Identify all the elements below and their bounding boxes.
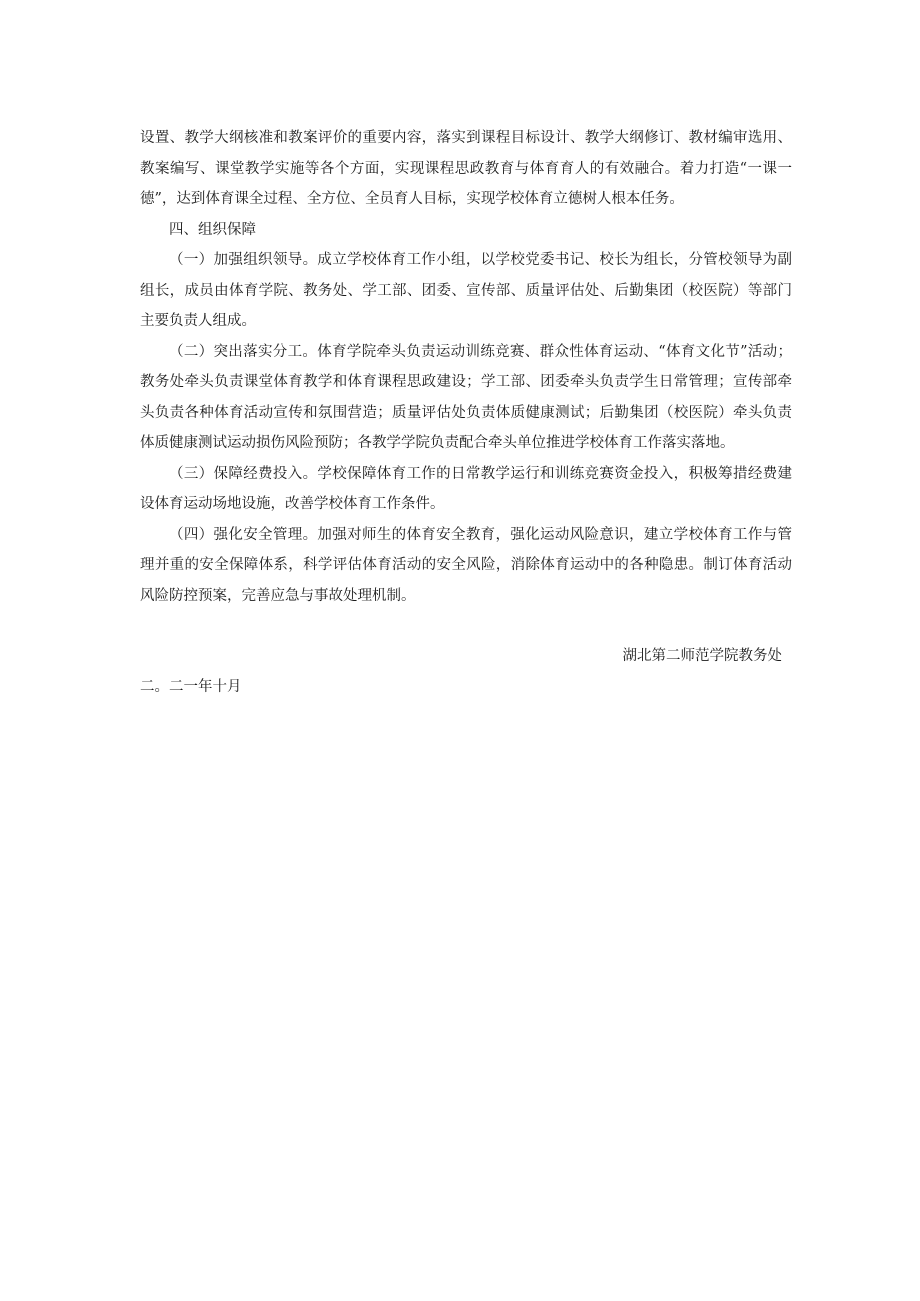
item-paragraph-4: （四）强化安全管理。加强对师生的体育安全教育，强化运动风险意识，建立学校体育工作与管理并重的安全保障体系，科学评估体育活动的安全风险，消除体育运动中的各种隐患。制订体育活动风险防控预案，完善应急与事故处理机制。 <box>140 526 792 604</box>
item-paragraph-2: （二）突出落实分工。体育学院牵头负责运动训练竞赛、群众性体育运动、“体育文化节”活动；教务处牵头负责课堂体育教学和体育课程思政建设；学工部、团委牵头负责学生日常管理；宣传部牵头负责各种体育活动宣传和氛围营造；质量评估处负责体质健康测试；后勤集团（校医院）牵头负责体质健康测试运动损伤风险预防；各教学学院负责配合牵头单位推进学校体育工作落实落地。 <box>140 343 792 451</box>
item-paragraph-3: （三）保障经费投入。学校保障体育工作的日常教学运行和训练竞赛资金投入，积极筹措经费建设体育运动场地设施，改善学校体育工作条件。 <box>140 465 792 512</box>
item-paragraph-1: （一）加强组织领导。成立学校体育工作小组，以学校党委书记、校长为组长，分管校领导为副组长，成员由体育学院、教务处、学工部、团委、宣传部、质量评估处、后勤集团（校医院）等部门主要负责人组成。 <box>140 252 792 329</box>
signature: 湖北第二师范学院教务处 <box>622 648 782 664</box>
date: 二。二一年十月 <box>140 678 242 695</box>
document-body <box>140 123 792 702</box>
intro-paragraph: 设置、教学大纲核准和教案评价的重要内容，落实到课程目标设计、教学大纲修订、教材编审选用、教案编写、课堂教学实施等各个方面，实现课程思政教育与体育育人的有效融合。着力打造“一课一德”，达到体育课全过程、全方位、全员育人目标，实现学校体育立德树人根本任务。 <box>140 130 792 207</box>
section-heading: 四、组织保障 <box>169 221 256 238</box>
